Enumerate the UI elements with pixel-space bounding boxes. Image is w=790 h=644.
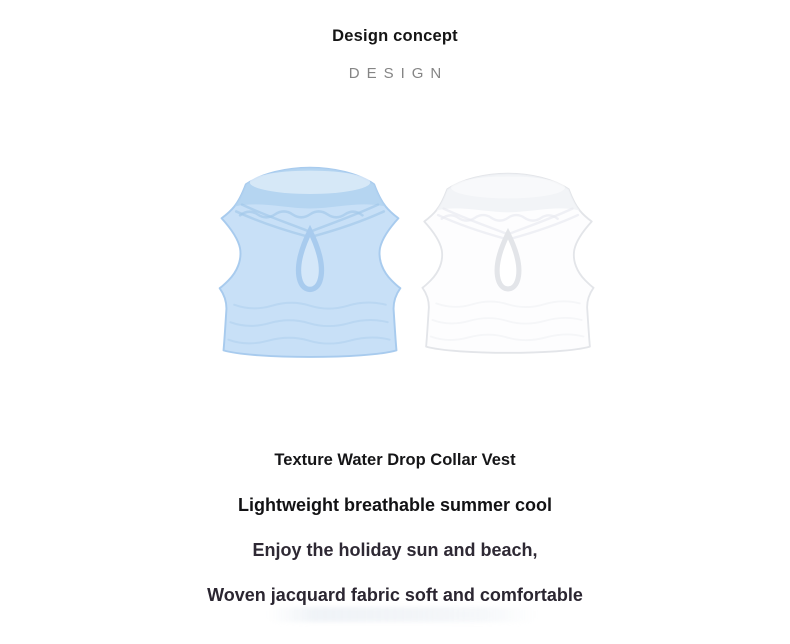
header [0, 27, 790, 82]
description-line-1: Texture Water Drop Collar Vest [274, 451, 516, 469]
page-subtitle: DESIGN [348, 65, 449, 82]
page-title: Design concept [332, 27, 458, 45]
vest-neckline-highlight [451, 176, 565, 198]
faint-ghost-artifact [268, 607, 536, 622]
description-line-2: Lightweight breathable summer cool [237, 495, 553, 515]
description-line-4: Woven jacquard fabric soft and comfortable [207, 585, 583, 605]
vest-illustration-white [416, 164, 600, 360]
vest-neckline-highlight [250, 171, 370, 194]
product-image-row [212, 159, 600, 363]
product-description [0, 449, 790, 629]
vest-illustration-blue [212, 159, 408, 363]
description-line-3: Enjoy the holiday sun and beach, [252, 540, 538, 560]
